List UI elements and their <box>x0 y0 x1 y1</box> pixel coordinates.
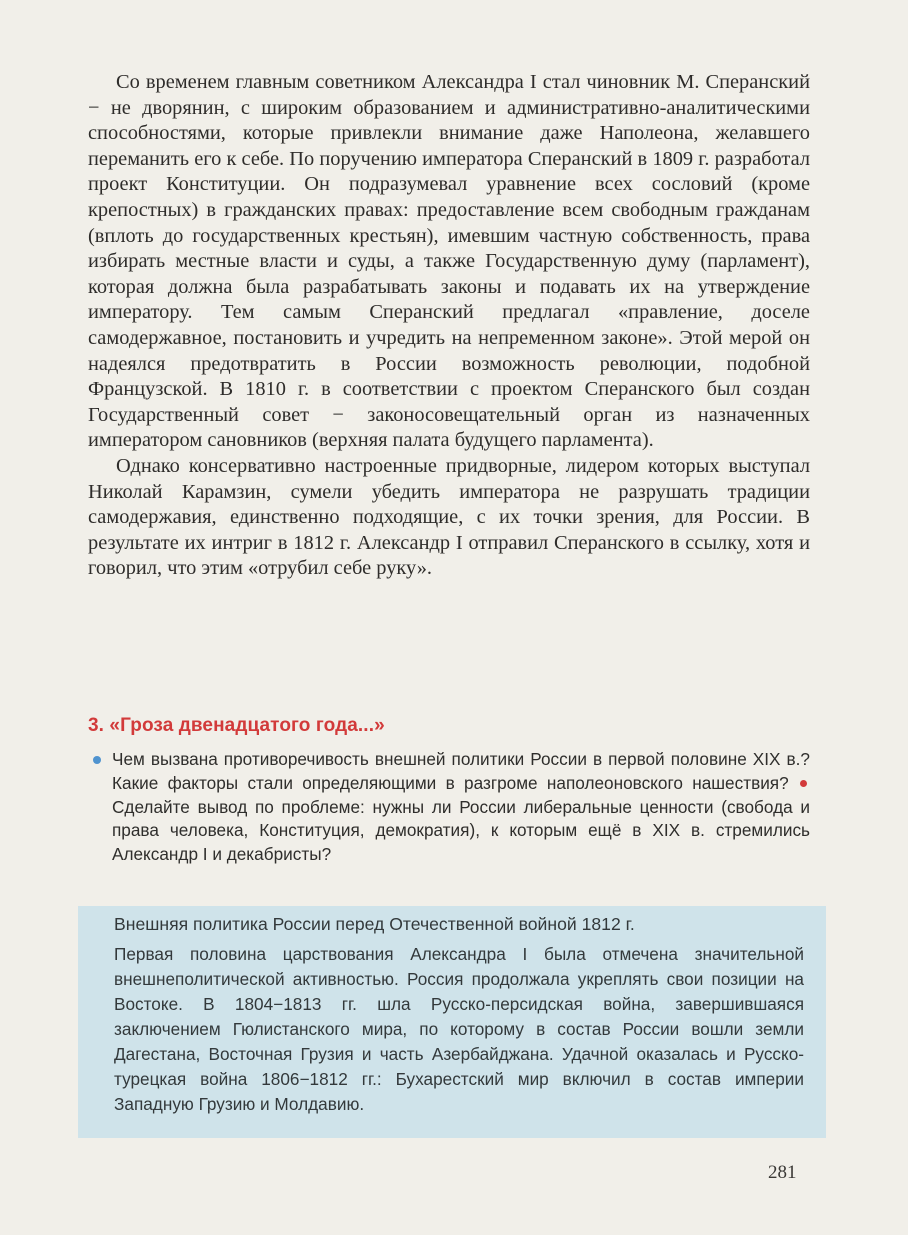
question-2: Сделайте вывод по проблеме: нужны ли России либеральные ценности (свобода и права человека, Конституция, демократия), к которым ещё в XIX в. стремились Александр I и декабристы? <box>112 796 810 865</box>
questions-block <box>112 748 810 867</box>
paragraph-speransky: Со временем главным советником Александра I стал чиновник М. Сперанский − не дворянин, с широким образованием и административно-аналитическими способностями, которые привлекли внимание даже Наполеона, желавшего переманить его к себе. По поручению императора Сперанский в 1809 г. разработал проект Конституции. Он подразумевал уравнение всех сословий (кроме крепостных) в гражданских правах: предоставление всем свободным гражданам (вплоть до государственных крестьян), имевшим частную собственность, права избирать местные власти и суды, а также Государственную думу (парламент), которая должна была разрабатывать законы и подавать их на утверждение императору. Тем самым Сперанский предлагал «правление, доселе самодержавное, постановить и учредить на непременном законе». Этой мерой он надеялся предотвратить в России возможность революции, подобной Французской. В 1810 г. в соответствии с проектом Сперанского был создан Государственный совет − законосовещательный орган из назначенных императором сановников (верхняя палата будущего парламента). <box>88 71 810 452</box>
info-box-title: Внешняя политика России перед Отечественной войной 1812 г. <box>114 914 635 934</box>
blue-bullet-icon <box>93 756 101 764</box>
info-box-body: Первая половина царствования Александра I была отмечена значительной внешнеполитической активностью. Россия продолжала укреплять свои позиции на Востоке. В 1804−1813 гг. шла Русско-персидская война, завершившаяся заключением Гюлистанского мира, по которому в состав России вошли земли Дагестана, Восточная Грузия и часть Азербайджана. Удачной оказалась и Русско-турецкая война 1806−1812 гг.: Бухарестский мир включил в состав империи Западную Грузию и Молдавию. <box>114 944 804 1114</box>
section-heading: 3. «Гроза двенадцатого года...» <box>88 715 385 736</box>
paragraph-karamzin: Однако консервативно настроенные придворные, лидером которых выступал Николай Карамзин, сумели убедить императора не разрушать традиции самодержавия, единственно подходящие, с их точки зрения, для России. В результате их интриг в 1812 г. Александр I отправил Сперанского в ссылку, хотя и говорил, что этим «отрубил себе руку». <box>88 454 810 580</box>
main-text-block <box>88 70 810 582</box>
page-number: 281 <box>768 1162 797 1183</box>
red-bullet-icon <box>800 780 807 787</box>
question-1: Чем вызвана противоречивость внешней политики России в первой половине XIX в.? Какие факторы стали определяющими в разгроме наполеоновского нашествия? <box>112 749 810 793</box>
info-box <box>78 906 826 1138</box>
